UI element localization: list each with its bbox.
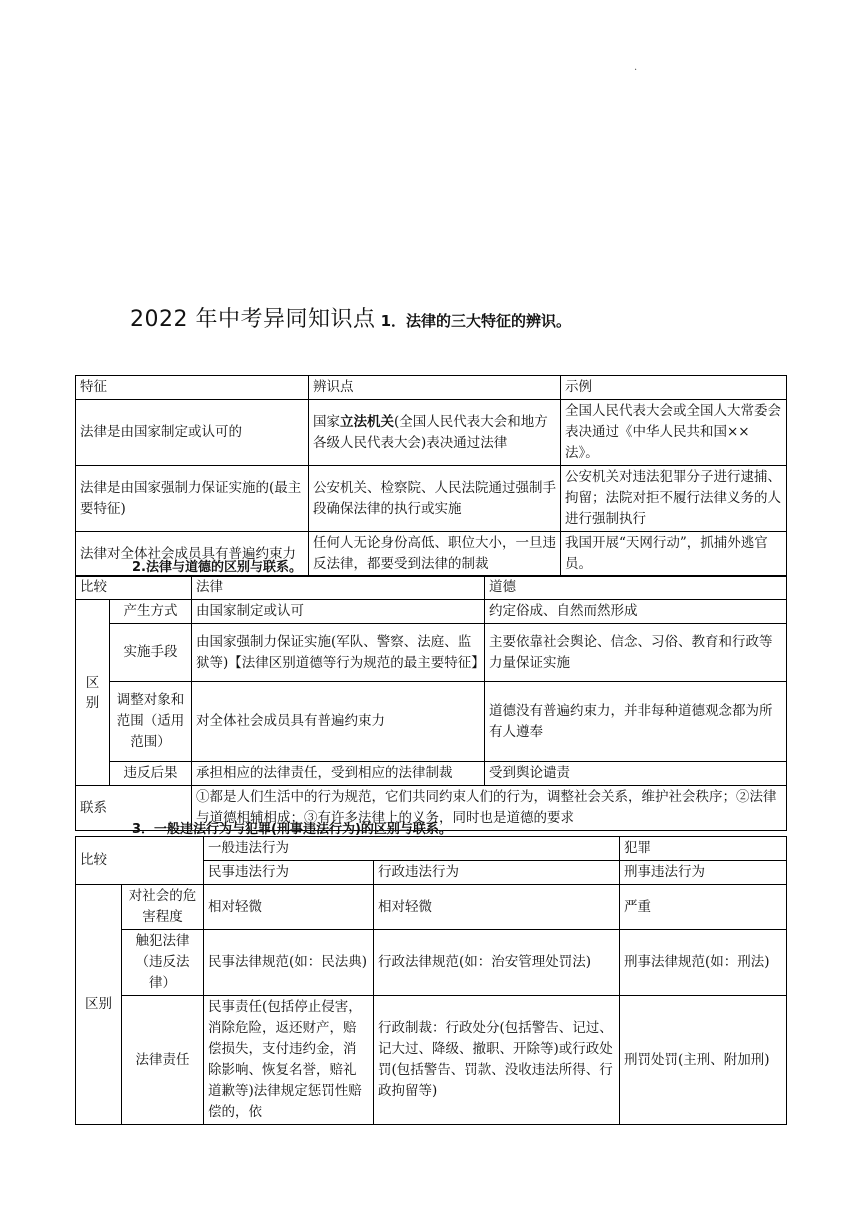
header-admin: 行政违法行为 (374, 861, 620, 885)
header-feature: 特征 (76, 376, 309, 400)
example-cell: 全国人民代表大会或全国人大常委会表决通过《中华人民共和国××法》。 (561, 400, 787, 466)
header-crime: 犯罪 (620, 837, 787, 861)
criminal-cell: 严重 (620, 885, 787, 930)
point-post: (全国人民代表大会和地方各级人民代表大会)表决通过法律 (313, 413, 548, 451)
aspect-cell: 产生方式 (110, 600, 192, 624)
admin-cell: 行政制裁：行政处分(包括警告、记过、记大过、降级、撤职、开除等)或行政处罚(包括警告、罚款、没收违法所得、行政拘留等) (374, 996, 620, 1125)
header-moral: 道德 (485, 576, 787, 600)
civil-cell: 民事责任(包括停止侵害，消除危险，返还财产，赔偿损失，支付违约金，消除影响、恢复名誉，赔礼道歉等)法律规定惩罚性赔偿的，依 (204, 996, 374, 1125)
table-row (76, 682, 787, 762)
law-cell: 由国家强制力保证实施(军队、警察、法庭、监狱等)【法律区别道德等行为规范的最主要特征】 (192, 624, 485, 682)
diff-label: 区别 (76, 885, 122, 1125)
feature-cell: 法律对全体社会成员具有普遍约束力 (76, 532, 309, 577)
example-cell: 公安机关对违法犯罪分子进行逮捕、拘留；法院对拒不履行法律义务的人进行强制执行 (561, 466, 787, 532)
header-compare: 比较 (76, 576, 192, 600)
admin-cell: 行政法律规范(如：治安管理处罚法) (374, 930, 620, 996)
example-cell: 我国开展“天网行动”，抓捕外逃官员。 (561, 532, 787, 577)
legal-features-table (75, 375, 787, 577)
moral-cell: 约定俗成、自然而然形成 (485, 600, 787, 624)
feature-cell: 法律是由国家强制力保证实施的(最主要特征) (76, 466, 309, 532)
table-row (76, 885, 787, 930)
point-pre: 国家 (313, 413, 340, 430)
header-civil: 民事违法行为 (204, 861, 374, 885)
law-moral-table (75, 575, 787, 831)
table-header-row (76, 376, 787, 400)
civil-cell: 民事法律规范(如：民法典) (204, 930, 374, 996)
admin-cell: 相对轻微 (374, 885, 620, 930)
moral-cell: 主要依靠社会舆论、信念、习俗、教育和行政等力量保证实施 (485, 624, 787, 682)
law-cell: 对全体社会成员具有普遍约束力 (192, 682, 485, 762)
page-title (130, 302, 571, 333)
point-cell (309, 400, 561, 466)
point-bold: 立法机关 (340, 413, 394, 430)
title-main: 2022 年中考异同知识点 (130, 307, 376, 332)
criminal-cell: 刑罚处罚(主刑、附加刑) (620, 996, 787, 1125)
table-row (76, 624, 787, 682)
title-sub: 1．法律的三大特征的辨识。 (380, 312, 572, 330)
header-law: 法律 (192, 576, 485, 600)
moral-cell: 受到舆论谴责 (485, 762, 787, 786)
section-3-title: 3．一般违法行为与犯罪(刑事违法行为)的区别与联系。 (132, 822, 452, 837)
link-label: 联系 (76, 786, 192, 831)
aspect-cell: 调整对象和范围（适用范围） (110, 682, 192, 762)
diff-label: 区别 (76, 600, 110, 786)
violation-crime-table (75, 836, 787, 1125)
point-cell: 公安机关、检察院、人民法院通过强制手段确保法律的执行或实施 (309, 466, 561, 532)
civil-cell: 相对轻微 (204, 885, 374, 930)
table-row (76, 600, 787, 624)
table-row (76, 466, 787, 532)
moral-cell: 道德没有普遍约束力，并非每种道德观念都为所有人遵奉 (485, 682, 787, 762)
law-cell: 承担相应的法律责任，受到相应的法律制裁 (192, 762, 485, 786)
header-example: 示例 (561, 376, 787, 400)
table-header-row (76, 576, 787, 600)
table-header-row (76, 837, 787, 861)
aspect-cell: 违反后果 (110, 762, 192, 786)
aspect-cell: 触犯法律（违反法律） (122, 930, 204, 996)
link-text: ①都是人们生活中的行为规范，它们共同约束人们的行为，调整社会关系，维护社会秩序；②法律与道德相辅相成；③有许多法律上的义务，同时也是道德的要求 (192, 786, 787, 831)
law-cell: 由国家制定或认可 (192, 600, 485, 624)
corner-mark: . (634, 62, 638, 73)
table-row (76, 400, 787, 466)
feature-cell: 法律是由国家制定或认可的 (76, 400, 309, 466)
point-cell: 任何人无论身份高低、职位大小，一旦违反法律，都要受到法律的制裁 (309, 532, 561, 577)
table-row (76, 762, 787, 786)
header-point: 辨识点 (309, 376, 561, 400)
section-2-title: 2.法律与道德的区别与联系。 (132, 560, 302, 575)
header-general: 一般违法行为 (204, 837, 620, 861)
aspect-cell: 法律责任 (122, 996, 204, 1125)
table-row (76, 996, 787, 1125)
header-criminal: 刑事违法行为 (620, 861, 787, 885)
header-compare: 比较 (76, 837, 204, 885)
criminal-cell: 刑事法律规范(如：刑法) (620, 930, 787, 996)
aspect-cell: 对社会的危害程度 (122, 885, 204, 930)
aspect-cell: 实施手段 (110, 624, 192, 682)
table-row (76, 930, 787, 996)
